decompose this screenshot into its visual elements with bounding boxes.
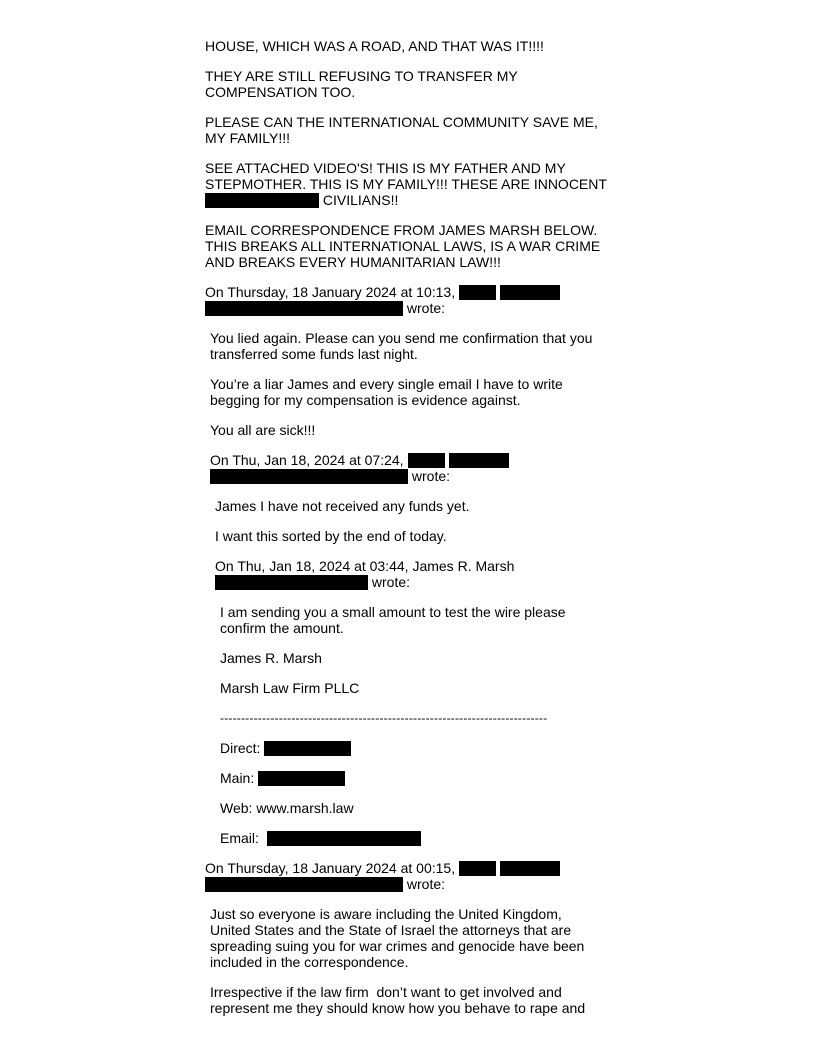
intro-line: COMPENSATION TOO.: [205, 84, 356, 100]
email-body-line: United States and the State of Israel the attorneys that are: [210, 922, 572, 938]
intro-line: AND BREAKS EVERY HUMANITARIAN LAW!!!: [205, 254, 501, 270]
signature-email: Email:: [220, 830, 421, 846]
redaction-block: [264, 741, 351, 756]
email-body-line: You lied again. Please can you send me confirmation that you: [210, 330, 593, 346]
email-header: wrote:: [205, 876, 445, 892]
redaction-block: [205, 877, 403, 892]
email-body-line: I am sending you a small amount to test the wire please: [220, 604, 566, 620]
email-body-line: You all are sick!!!: [210, 422, 316, 438]
redaction-block: [205, 193, 319, 208]
redaction-block: [210, 469, 408, 484]
email-body-line: Irrespective if the law firm don’t want to get involved and: [210, 984, 562, 1000]
email-header: On Thu, Jan 18, 2024 at 07:24,: [210, 452, 509, 468]
redaction-block: [205, 301, 403, 316]
redaction-block: [215, 575, 368, 590]
redaction-block: [258, 771, 345, 786]
email-body-line: Just so everyone is aware including the United Kingdom,: [210, 906, 562, 922]
intro-line: CIVILIANS!!: [205, 192, 398, 208]
redaction-block: [500, 861, 560, 876]
redaction-block: [267, 831, 421, 846]
intro-line: HOUSE, WHICH WAS A ROAD, AND THAT WAS IT!!!!: [205, 38, 544, 54]
redaction-block: [459, 861, 496, 876]
signature-main: Main:: [220, 770, 345, 786]
intro-line: EMAIL CORRESPONDENCE FROM JAMES MARSH BELOW.: [205, 222, 598, 238]
intro-line: THIS BREAKS ALL INTERNATIONAL LAWS, IS A WAR CRIME: [205, 238, 601, 254]
email-header: wrote:: [215, 574, 410, 590]
signature-divider: ------------------------------------------------------------------------------: [220, 711, 548, 725]
redaction-block: [408, 453, 445, 468]
intro-line: PLEASE CAN THE INTERNATIONAL COMMUNITY SAVE ME,: [205, 114, 598, 130]
email-header: wrote:: [205, 300, 445, 316]
intro-line: THEY ARE STILL REFUSING TO TRANSFER MY: [205, 68, 518, 84]
email-header: On Thu, Jan 18, 2024 at 03:44, James R. Marsh: [215, 558, 515, 574]
email-body-line: begging for my compensation is evidence against.: [210, 392, 521, 408]
redaction-block: [500, 285, 560, 300]
email-body-line: You’re a liar James and every single email I have to write: [210, 376, 563, 392]
email-body-line: spreading suing you for war crimes and genocide have been: [210, 938, 585, 954]
email-header: On Thursday, 18 January 2024 at 10:13,: [205, 284, 560, 300]
email-body-line: confirm the amount.: [220, 620, 344, 636]
intro-line: MY FAMILY!!!: [205, 130, 291, 146]
redaction-block: [459, 285, 496, 300]
intro-line: STEPMOTHER. THIS IS MY FAMILY!!! THESE ARE INNOCENT: [205, 176, 607, 192]
redaction-block: [449, 453, 509, 468]
email-body-line: included in the correspondence.: [210, 954, 409, 970]
email-body-line: transferred some funds last night.: [210, 346, 418, 362]
signature-name: James R. Marsh: [220, 650, 322, 666]
email-header: wrote:: [210, 468, 450, 484]
email-header: On Thursday, 18 January 2024 at 00:15,: [205, 860, 560, 876]
signature-firm: Marsh Law Firm PLLC: [220, 680, 360, 696]
email-body-line: I want this sorted by the end of today.: [215, 528, 447, 544]
email-body-line: represent me they should know how you behave to rape and: [210, 1000, 586, 1016]
signature-web: Web: www.marsh.law: [220, 800, 354, 816]
intro-line: SEE ATTACHED VIDEO'S! THIS IS MY FATHER AND MY: [205, 160, 566, 176]
signature-direct: Direct:: [220, 740, 351, 756]
email-body-line: James I have not received any funds yet.: [215, 498, 470, 514]
